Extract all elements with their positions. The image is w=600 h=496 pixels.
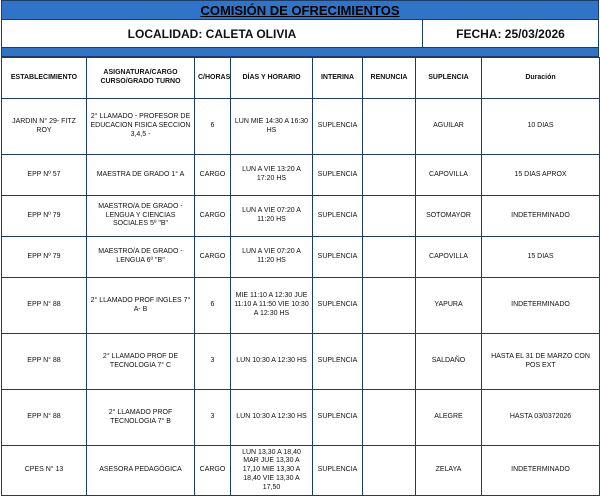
cell-asignatura: ASESORA PEDAGÓGICA [87, 446, 195, 496]
cell-renuncia [363, 278, 416, 334]
cell-asignatura: MAESTRO/A DE GRADO - LENGUA Y CIENCIAS SOCIALES 5º "B" [87, 196, 195, 237]
cell-asignatura: 2° LLAMADO PROF INGLES 7° A- B [87, 278, 195, 334]
cell-dias-horario: LUN A VIE 13:20 A 17:20 HS [231, 155, 313, 196]
cell-establecimiento: EPP N° 88 [2, 334, 87, 390]
cell-horas: 3 [195, 334, 231, 390]
date-label: FECHA: 25/03/2026 [456, 26, 565, 41]
cell-suplencia: CAPOVILLA [416, 237, 482, 278]
cell-establecimiento: CPES N° 13 [2, 446, 87, 496]
cell-renuncia [363, 334, 416, 390]
cell-duracion: INDETERMINADO [482, 196, 600, 237]
document-title: COMISIÓN DE OFRECIMIENTOS [200, 2, 400, 18]
cell-suplencia: SALDAÑO [416, 334, 482, 390]
cell-duracion: 15 DIAS APROX [482, 155, 600, 196]
cell-horas: CARGO [195, 196, 231, 237]
cell-interina: SUPLENCIA [313, 446, 363, 496]
cell-horas: 6 [195, 278, 231, 334]
cell-establecimiento: EPP Nº 79 [2, 237, 87, 278]
table-row [2, 237, 600, 278]
cell-interina: SUPLENCIA [313, 196, 363, 237]
cell-asignatura: 2° LLAMADO PROF DE TECNOLOGIA 7° C [87, 334, 195, 390]
cell-interina: SUPLENCIA [313, 99, 363, 155]
cell-interina: SUPLENCIA [313, 334, 363, 390]
cell-duracion: HASTA EL 31 DE MARZO CON POS EXT [482, 334, 600, 390]
table-row [2, 99, 600, 155]
table-row [2, 390, 600, 446]
cell-dias-horario: LUN MIE 14:30 A 16:30 HS [231, 99, 313, 155]
cell-duracion: INDETERMINADO [482, 278, 600, 334]
locality-label: LOCALIDAD: CALETA OLIVIA [2, 20, 423, 47]
cell-horas: CARGO [195, 237, 231, 278]
cell-establecimiento: EPP Nº 57 [2, 155, 87, 196]
cell-suplencia: ALEGRE [416, 390, 482, 446]
cell-interina: SUPLENCIA [313, 390, 363, 446]
cell-establecimiento: EPP N° 88 [2, 390, 87, 446]
cell-horas: CARGO [195, 155, 231, 196]
cell-asignatura: 2° LLAMADO - PROFESOR DE EDUCACION FISICA SECCION 3,4,5 - [87, 99, 195, 155]
header-divider-strip [1, 48, 599, 57]
table-header-row [2, 58, 600, 99]
location-row [1, 20, 599, 48]
cell-dias-horario: LUN A VIE 07:20 A 11:20 HS [231, 237, 313, 278]
cell-renuncia [363, 196, 416, 237]
col-header-horas: C/HORAS [195, 58, 231, 99]
table-row [2, 278, 600, 334]
cell-renuncia [363, 390, 416, 446]
title-bar [1, 0, 599, 20]
col-header-interina: INTERINA [313, 58, 363, 99]
cell-dias-horario: MIE 11:10 A 12:30 JUE 11:10 A 11:50 VIE 10:30 A 12:30 HS [231, 278, 313, 334]
col-header-asignatura: ASIGNATURA/CARGO CURSO/GRADO TURNO [87, 58, 195, 99]
cell-interina: SUPLENCIA [313, 237, 363, 278]
col-header-establecimiento: ESTABLECIMIENTO [2, 58, 87, 99]
col-header-renuncia: RENUNCIA [363, 58, 416, 99]
cell-dias-horario: LUN 10:30 A 12:30 HS [231, 390, 313, 446]
cell-establecimiento: JARDIN N° 29- FITZ ROY [2, 99, 87, 155]
cell-dias-horario: LUN 10:30 A 12:30 HS [231, 334, 313, 390]
cell-suplencia: YAPURA [416, 278, 482, 334]
cell-horas: 3 [195, 390, 231, 446]
table-row [2, 196, 600, 237]
cell-establecimiento: EPP Nº 79 [2, 196, 87, 237]
col-header-dias-horario: DÍAS Y HORARIO [231, 58, 313, 99]
cell-asignatura: MAESTRA DE GRADO 1° A [87, 155, 195, 196]
cell-suplencia: AGUILAR [416, 99, 482, 155]
cell-duracion: 15 DIAS [482, 237, 600, 278]
document-sheet [1, 0, 599, 496]
cell-suplencia: CAPOVILLA [416, 155, 482, 196]
col-header-suplencia: SUPLENCIA [416, 58, 482, 99]
cell-asignatura: 2° LLAMADO PROF TECNOLOGIA 7° B [87, 390, 195, 446]
cell-horas: 6 [195, 99, 231, 155]
cell-dias-horario: LUN 13,30 A 18,40 MAR JUE 13,30 A 17,10 MIE 13,30 A 18,40 VIE 13,30 A 17,50 [231, 446, 313, 496]
table-row [2, 446, 600, 496]
cell-suplencia: SOTOMAYOR [416, 196, 482, 237]
cell-interina: SUPLENCIA [313, 278, 363, 334]
cell-renuncia [363, 155, 416, 196]
cell-dias-horario: LUN A VIE 07:20 A 11:20 HS [231, 196, 313, 237]
cell-establecimiento: EPP N° 88 [2, 278, 87, 334]
cell-renuncia [363, 446, 416, 496]
cell-duracion: INDETERMINADO [482, 446, 600, 496]
cell-renuncia [363, 237, 416, 278]
offers-table [1, 57, 600, 496]
cell-suplencia: ZELAYA [416, 446, 482, 496]
cell-asignatura: MAESTRO/A DE GRADO - LENGUA 6º "B" [87, 237, 195, 278]
cell-interina: SUPLENCIA [313, 155, 363, 196]
col-header-duracion: Duración [482, 58, 600, 99]
cell-horas: CARGO [195, 446, 231, 496]
table-row [2, 334, 600, 390]
cell-duracion: HASTA 03/0372026 [482, 390, 600, 446]
cell-renuncia [363, 99, 416, 155]
cell-duracion: 10 DIAS [482, 99, 600, 155]
table-row [2, 155, 600, 196]
